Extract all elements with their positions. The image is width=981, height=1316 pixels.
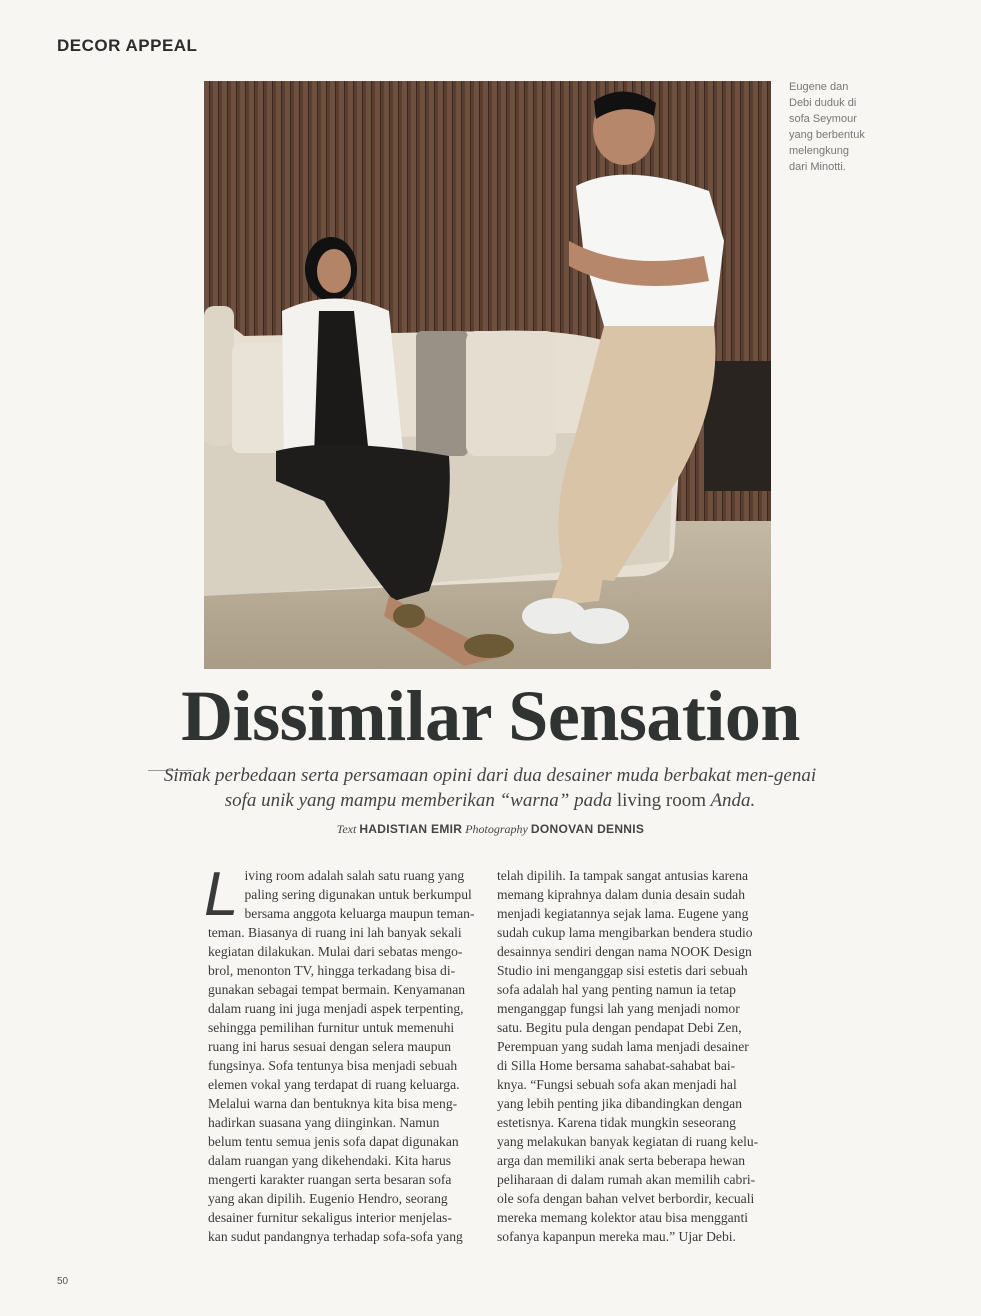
page-number: 50 (57, 1276, 69, 1287)
credit-photo-label: Photography (465, 822, 528, 836)
body-line: menjadi kegiatannya sejak lama. Eugene yang (497, 906, 749, 921)
body-line: satu. Begitu pula dengan pendapat Debi Zen, (497, 1020, 742, 1035)
deck-italic: Simak perbedaan serta persamaan opini dari dua desainer muda berbakat men-genai sofa unik yang mampu memberikan “warna” pada (163, 765, 817, 811)
body-line: desainnya sendiri dengan nama NOOK Design (497, 944, 752, 959)
body-line: dalam ruang ini juga menjadi aspek terpenting, (208, 1001, 464, 1016)
body-line: brol, menonton TV, hingga terkadang bisa di- (208, 963, 456, 978)
body-line: peliharaan di dalam rumah akan memilih cabri- (497, 1172, 756, 1187)
body-line: yang akan dipilih. Eugenio Hendro, seorang (208, 1191, 448, 1206)
body-line: mengerti karakter ruangan serta besaran sofa (208, 1172, 452, 1187)
photo-caption: Eugene dan Debi duduk di sofa Seymour yang berbentuk melengkung dari Minotti. (789, 81, 865, 173)
body-column-1 (204, 860, 475, 1246)
feature-photo (204, 81, 771, 669)
body-line: kegiatan dilakukan. Mulai dari sebatas mengo- (208, 944, 463, 959)
body-line: kan sudut pandangnya terhadap sofa-sofa yang (208, 1229, 463, 1244)
credit-text-name: HADISTIAN EMIR (359, 822, 463, 836)
credit-text-label: Text (336, 822, 357, 836)
body-line: menganggap fungsi lah yang menjadi nomor (497, 1001, 740, 1016)
body-line: ruang ini harus sesuai dengan selera maupun (208, 1039, 452, 1054)
body-line: elemen vokal yang terdapat di ruang keluarga. (208, 1077, 460, 1092)
article-title: Dissimilar Sensation (181, 676, 800, 756)
body-line: knya. “Fungsi sebuah sofa akan menjadi hal (497, 1077, 737, 1092)
deck-end: Anda. (710, 790, 756, 811)
body-line: ole sofa dengan bahan velvet berbordir, kecuali (497, 1191, 755, 1206)
body-line: Studio ini menganggap sisi estetis dari sebuah (497, 963, 748, 978)
body-line: mereka memang kolektor atau bisa mengganti (497, 1210, 749, 1225)
deck-upright: living room (616, 790, 707, 811)
body-line: Melalui warna dan bentuknya kita bisa meng- (208, 1096, 458, 1111)
body-line: belum tentu semua jenis sofa dapat digunakan (208, 1134, 459, 1149)
body-line: dalam ruangan yang dikehendaki. Kita harus (208, 1153, 452, 1168)
body-column-2 (497, 866, 761, 1246)
body-line: gunakan sebagai tempat bermain. Kenyamanan (208, 982, 466, 997)
feature-photo-illustration (204, 81, 771, 669)
body-line: teman. Biasanya di ruang ini lah banyak sekali (208, 925, 462, 940)
body-line: Perempuan yang sudah lama menjadi desainer (497, 1039, 749, 1054)
body-line: estetisnya. Karena tidak mungkin seseorang (497, 1115, 736, 1130)
body-line: sehingga pemilihan furnitur untuk memenuhi (208, 1020, 455, 1035)
body-line: fungsinya. Sofa tentunya bisa menjadi sebuah (208, 1058, 458, 1073)
body-line: iving room adalah salah satu ruang yang (244, 868, 465, 883)
body-line: bersama anggota keluarga maupun teman- (244, 906, 475, 921)
body-line: desainer furnitur sekaligus interior menjelas- (208, 1210, 452, 1225)
body-line: yang melakukan banyak kegiatan di ruang kelu- (497, 1134, 759, 1149)
body-line: sudah cukup lama mengibarkan bendera studio (497, 925, 753, 940)
body-line: memang kiprahnya dalam dunia desain sudah (497, 887, 746, 902)
body-line: sofa adalah hal yang penting namun ia tetap (497, 982, 736, 997)
body-line: di Silla Home bersama sahabat-sahabat bai- (497, 1058, 736, 1073)
section-label: DECOR APPEAL (57, 36, 198, 55)
body-line: paling sering digunakan untuk berkumpul (244, 887, 472, 902)
article-credits (0, 822, 981, 837)
body-line: hadirkan suasana yang diinginkan. Namun (208, 1115, 440, 1130)
body-line: arga dan memiliki anak serta beberapa hewan (497, 1153, 746, 1168)
drop-cap: L (204, 860, 239, 929)
body-line: telah dipilih. Ia tampak sangat antusias karena (497, 868, 749, 883)
body-line: sofanya kapanpun mereka mau.” Ujar Debi. (497, 1229, 736, 1244)
credit-photo-name: DONOVAN DENNIS (530, 822, 645, 836)
body-line: yang lebih penting jika dibandingkan dengan (497, 1096, 743, 1111)
article-deck (150, 763, 830, 813)
